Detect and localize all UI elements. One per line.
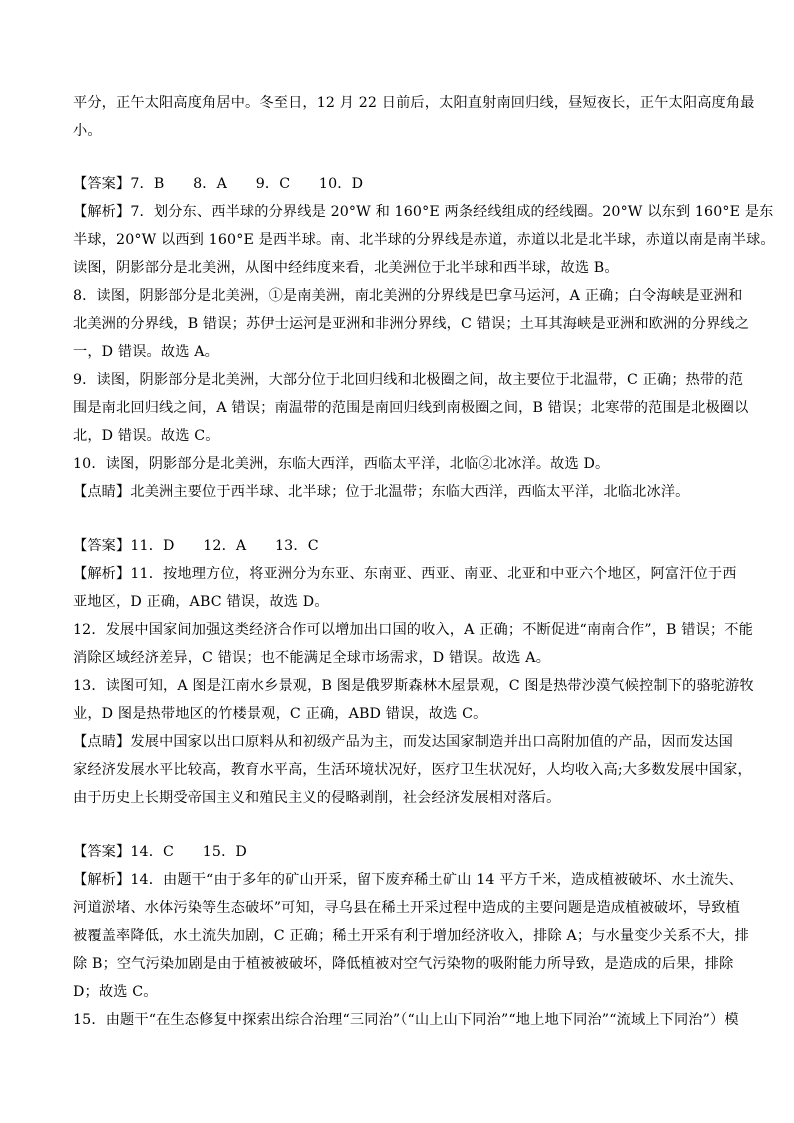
text-line: 被覆盖率降低，水土流失加剧，C 正确；稀土开采有利于增加经济收入，排除 A；与水量变少关系不大，排 bbox=[73, 928, 749, 944]
text-line: 【点睛】发展中国家以出口原料从和初级产品为主，而发达国家制造并出口高附加值的产品，因而发达国 bbox=[73, 734, 733, 750]
text-line: 围是南北回归线之间，A 错误；南温带的范围是南回归线到南极圈之间，B 错误；北寒带的范围是北极圈以 bbox=[73, 400, 749, 416]
text-line: 平分，正午太阳高度角居中。冬至日，12 月 22 日前后，太阳直射南回归线，昼短夜长，正午太阳高度角最 bbox=[73, 95, 755, 111]
text-line: 北，D 错误。故选 C。 bbox=[73, 428, 220, 444]
text-line: 12．发展中国家间加强这类经济合作可以增加出口国的收入，A 正确；不断促进“南南合作”，B 错误；不能 bbox=[73, 622, 753, 638]
text-line: 【解析】11．按地理方位，将亚洲分为东亚、东南亚、西亚、南亚、北亚和中亚六个地区，阿富汗位于西 bbox=[73, 566, 737, 582]
text-line: 【解析】7．划分东、西半球的分界线是 20°W 和 160°E 两条经线组成的经线圈。20°W 以东到 160°E 是东 bbox=[73, 204, 774, 220]
text-line: 读图，阴影部分是北美洲，从图中经纬度来看，北美洲位于北半球和西半球，故选 B。 bbox=[73, 260, 619, 276]
text-line: 【点睛】北美洲主要位于西半球、北半球；位于北温带；东临大西洋，西临太平洋，北临北冰洋。 bbox=[73, 484, 690, 500]
text-line: 北美洲的分界线，B 错误；苏伊士运河是亚洲和非洲分界线，C 错误；土耳其海峡是亚洲和欧洲的分界线之 bbox=[73, 316, 750, 332]
text-line: D；故选 C。 bbox=[73, 984, 158, 1000]
text-line: 8．读图，阴影部分是北美洲，①是南美洲，南北美洲的分界线是巴拿马运河，A 正确；白令海峡是亚洲和 bbox=[73, 288, 743, 304]
text-line: 15．由题干“在生态修复中探索出综合治理“三同治”（“山上山下同治”“地上地下同治”“流域上下同治”）模 bbox=[73, 1012, 739, 1028]
answer-line: 【答案】14．C 15．D bbox=[73, 844, 247, 860]
text-line: 由于历史上长期受帝国主义和殖民主义的侵略剥削，社会经济发展相对落后。 bbox=[73, 790, 561, 806]
text-line: 10．读图，阴影部分是北美洲，东临大西洋，西临太平洋，北临②北冰洋。故选 D。 bbox=[73, 456, 610, 472]
text-line: 亚地区，D 正确，ABC 错误，故选 D。 bbox=[73, 594, 329, 610]
text-line: 一，D 错误。故选 A。 bbox=[73, 344, 219, 360]
text-line: 家经济发展水平比较高，教育水平高，生活环境状况好，医疗卫生状况好，人均收入高;大多数发展中国家， bbox=[73, 762, 752, 778]
text-line: 小。 bbox=[73, 123, 102, 139]
text-line: 半球，20°W 以西到 160°E 是西半球。南、北半球的分界线是赤道，赤道以北是北半球，赤道以南是南半球。 bbox=[73, 232, 775, 248]
text-line: 【解析】14．由题干“由于多年的矿山开采，留下废弃稀土矿山 14 平方千米，造成植被破坏、水土流失、 bbox=[73, 872, 743, 888]
text-line: 13．读图可知，A 图是江南水乡景观，B 图是俄罗斯森林木屋景观，C 图是热带沙漠气候控制下的骆驼游牧 bbox=[73, 678, 754, 694]
text-line: 河道淤堵、水体污染等生态破坏”可知，寻乌县在稀土开采过程中造成的主要问题是造成植被破坏，导致植 bbox=[73, 900, 740, 916]
text-line: 9．读图，阴影部分是北美洲，大部分位于北回归线和北极圈之间，故主要位于北温带，C 正确；热带的范 bbox=[73, 372, 744, 388]
answer-line: 【答案】7．B 8．A 9．C 10．D bbox=[73, 176, 364, 192]
answer-line: 【答案】11．D 12．A 13．C bbox=[73, 538, 319, 554]
text-line: 消除区域经济差异，C 错误；也不能满足全球市场需求，D 错误。故选 A。 bbox=[73, 650, 551, 666]
text-line: 除 B；空气污染加剧是由于植被被破坏，降低植被对空气污染物的吸附能力所导致，是造成的后果，排除 bbox=[73, 956, 734, 972]
text-line: 业，D 图是热带地区的竹楼景观，C 正确，ABD 错误，故选 C。 bbox=[73, 706, 488, 722]
